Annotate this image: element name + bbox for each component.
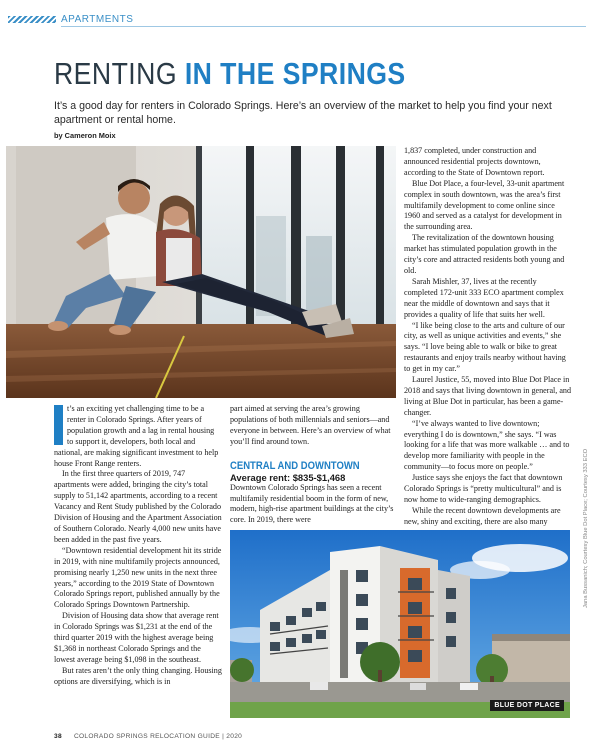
couple-photo [6,146,396,398]
col3-paragraph-1: 1,837 completed, under construction and announced residential projects downtown, according to the State of Downtown report. [404,146,545,177]
header-rule [61,26,586,27]
blue-dot-place-photo [230,530,570,718]
article-subtitle: It’s a good day for renters in Colorado Springs. Here’s an overview of the market to help you find your next apartment or rental home. [54,100,552,126]
col3-paragraph-5: “I like being close to the arts and culture of our city, as well as unique activities and events,” she says. “I love being able to walk or bike to great restaurants and enjoy trails nearby without having to get in my car.” [404,320,566,374]
col3-paragraph-4: Sarah Mishler, 37, lives at the recently completed 172-unit 333 ECO apartment complex near the middle of downtown and says that it provides a quality of life that suits her well. [404,276,564,319]
col1-paragraph-4: Division of Housing data show that average rent in Colorado Springs was $1,231 at the end of the third quarter 2019 with the highest average being $1,368 in northeast Colorado Springs and the lowest average being $1,098 in the southeast. [54,611,219,664]
photo-caption: BLUE DOT PLACE [490,700,564,711]
section-hatch-decoration [8,16,56,23]
article-title [54,56,406,92]
page-footer [54,733,242,740]
col1-paragraph-3: “Downtown residential development hit its stride in 2019, with nine multifamily projects announced, promising nearly 1,250 new units in the next three years,” according to the 2019 State of Downtown Colorado Springs report, published annually by the Colorado Springs Downtown Partnership. [54,545,222,610]
central-downtown-heading: CENTRAL AND DOWNTOWN [230,459,360,472]
section-label: APARTMENTS [61,14,134,25]
col3-paragraph-3: The revitalization of the downtown housing market has stimulated population growth in the city’s core and attracted residents both young and old. [404,233,565,275]
col3-paragraph-6: Laurel Justice, 55, moved into Blue Dot Place in 2018 and says that living downtown in general, and living at Blue Dot in particular, has been a game-changer. [404,375,572,417]
building-illustration [230,530,570,718]
col1-paragraph-1 [54,404,222,469]
col3-paragraph-9: While the recent downtown developments are new, shiny and exciting, there are also many [404,505,561,526]
col1-paragraph-1-text: t’s an exciting yet challenging time to be a renter in Colorado Springs. After years of population growth and a lag in rental housing to support it, developers, both local and national, are making significant investment to help house Front Range renters. [54,404,219,468]
col1-paragraph-2: In the first three quarters of 2019, 747 apartments were added, bringing the city’s total supply to 51,142 apartments, according to a recent Vacancy and Rent Study published by the Colorado Division of Housing and the Apartment Association of Southern Colorado. Nearly 4,000 new units have been added in the past five years. [54,469,222,544]
photo-credit: Jana Bussanich; Courtesy Blue Dot Place; Courtesy 333 ECO [583,448,589,608]
average-rent: Average rent: $835-$1,468 [230,471,346,483]
col3-paragraph-2: Blue Dot Place, a four-level, 33-unit apartment complex in south downtown, was the area’s first multifamily development to come online since 1960 and served as a catalyst for development in the surrounding area. [404,178,565,232]
col3-paragraph-7: “I’ve always wanted to live downtown; everything I do is downtown,” she says. “I was looking for a life that was more walkable … and to develop more familiarity with people in the community—to focus more on people.” [404,418,570,472]
col1-paragraph-5: But rates aren’t the only thing changing. Housing options are diversifying, which is in [54,665,222,686]
title-part-1: RENTING [54,56,185,91]
col2-paragraph-1: part aimed at serving the area’s growing populations of both millennials and seniors—and everyone in between. Here’s an overview of what you’ll find around town. [230,404,391,446]
drop-cap [54,405,63,445]
couple-photo-illustration [6,146,396,398]
col3-paragraph-8: Justice says she enjoys the fact that downtown Colorado Springs is “pretty multicultural” and is now home to wide-ranging demographics. [404,473,563,504]
page-number: 38 [54,733,62,740]
title-part-2: IN THE SPRINGS [184,56,406,91]
text-column-1 [54,404,222,688]
byline: by Cameron Moix [54,131,116,140]
col2-paragraph-2: Downtown Colorado Springs has seen a recent multifamily residential boom in the form of new, modern, high-rise apartment buildings at the city’s core. In 2019, there were [230,482,394,525]
guide-title: COLORADO SPRINGS RELOCATION GUIDE | 2020 [73,733,243,740]
text-column-3 [404,146,572,528]
text-column-2 [230,404,398,526]
